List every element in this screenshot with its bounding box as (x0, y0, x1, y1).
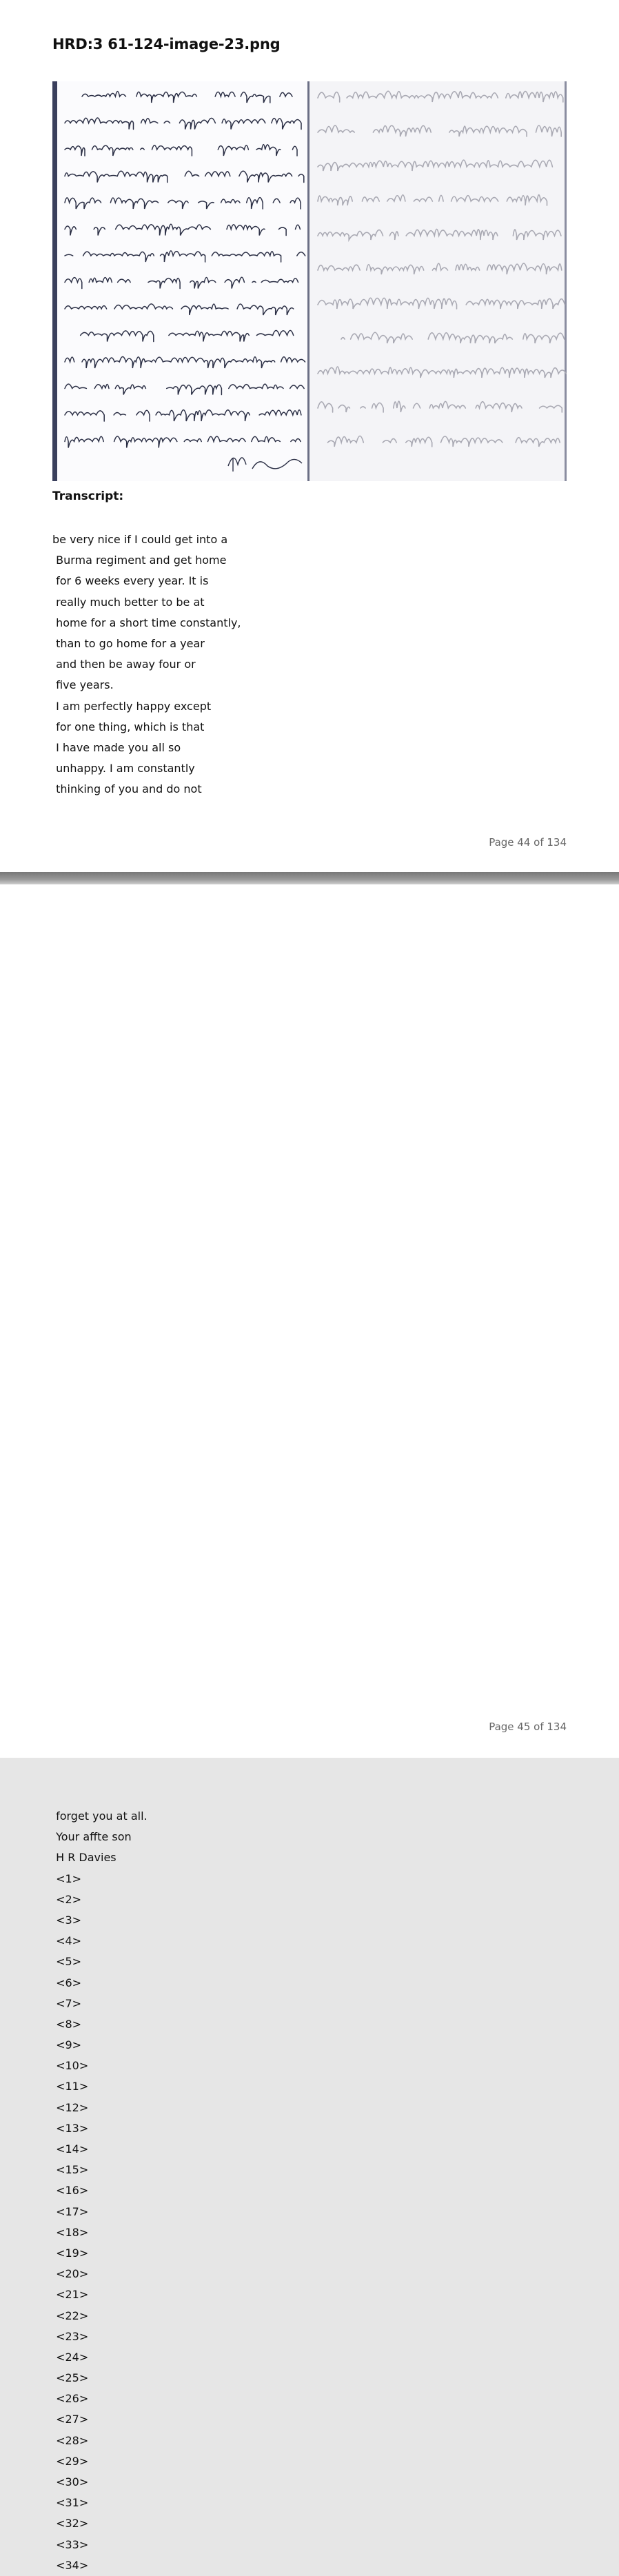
transcript-lines (52, 529, 241, 800)
transcript-line: home for a short time constantly, (52, 616, 241, 629)
transcript-line: <15> (52, 2163, 89, 2177)
page-44 (0, 0, 619, 872)
transcript-line: <5> (52, 1955, 82, 1969)
transcript-lines (52, 1806, 148, 2576)
transcript-line: <33> (52, 2537, 89, 2551)
transcript-line: I have made you all so (52, 740, 181, 754)
transcript-line: <2> (52, 1892, 82, 1906)
transcript-line: unhappy. I am constantly (52, 762, 195, 775)
transcript-line: <22> (52, 2309, 89, 2322)
transcript-heading: Transcript: (52, 489, 124, 503)
page-number: Page 44 of 134 (489, 836, 567, 849)
right-half-page (310, 81, 567, 481)
transcript-line: <27> (52, 2413, 89, 2426)
transcript-line: <21> (52, 2288, 89, 2302)
transcript-line: <32> (52, 2517, 89, 2531)
transcript-line: really much better to be at (52, 595, 205, 609)
left-binding-edge (52, 81, 57, 481)
transcript-line: <28> (52, 2433, 89, 2447)
transcript-line: <3> (52, 1913, 82, 1927)
page-separator (0, 872, 619, 884)
transcript-line: I am perfectly happy except (52, 699, 212, 713)
transcript-line: <11> (52, 2080, 89, 2093)
transcript-line: <34> (52, 2558, 89, 2572)
transcript-line: <23> (52, 2329, 89, 2343)
transcript-line: five years. (52, 678, 114, 692)
transcript-line: Your affte son (52, 1830, 132, 1844)
transcript-line: <9> (52, 2038, 82, 2052)
transcript-line: <1> (52, 1872, 82, 1885)
transcript-line: for one thing, which is that (52, 720, 205, 733)
transcript-line: be very nice if I could get into a (52, 533, 228, 546)
transcript-line: <8> (52, 2017, 82, 2031)
transcript-line: <7> (52, 1996, 82, 2010)
transcript-line: forget you at all. (52, 1809, 148, 1823)
transcript-line: <30> (52, 2475, 89, 2488)
transcript-line: <13> (52, 2121, 89, 2135)
letter-scan-image (52, 81, 567, 481)
transcript-line: <29> (52, 2454, 89, 2468)
transcript-line: <18> (52, 2225, 89, 2239)
transcript-line: <16> (52, 2184, 89, 2198)
center-page-divide (307, 81, 310, 481)
transcript-line: <6> (52, 1976, 82, 1989)
transcript-line: <19> (52, 2246, 89, 2260)
page-45 (0, 884, 619, 2572)
transcript-line: for 6 weeks every year. It is (52, 574, 209, 588)
transcript-line: <12> (52, 2100, 89, 2114)
letter-scan-graphic (52, 81, 567, 481)
transcript-line: <26> (52, 2392, 89, 2406)
transcript-line: <24> (52, 2350, 89, 2364)
document-title: HRD:3 61-124-image-23.png (52, 36, 281, 52)
transcript-line: thinking of you and do not (52, 782, 202, 796)
transcript-line: <31> (52, 2496, 89, 2510)
page-number: Page 45 of 134 (489, 1721, 567, 1733)
transcript-line: <20> (52, 2267, 89, 2281)
transcript-line: <10> (52, 2059, 89, 2073)
transcript-line: <25> (52, 2371, 89, 2385)
transcript-line: and then be away four or (52, 658, 196, 671)
transcript-line: than to go home for a year (52, 636, 205, 650)
transcript-line: H R Davies (52, 1851, 116, 1865)
transcript-line: <14> (52, 2142, 89, 2156)
transcript-line: Burma regiment and get home (52, 554, 227, 567)
transcript-line: <17> (52, 2204, 89, 2218)
transcript-line: <4> (52, 1934, 82, 1948)
